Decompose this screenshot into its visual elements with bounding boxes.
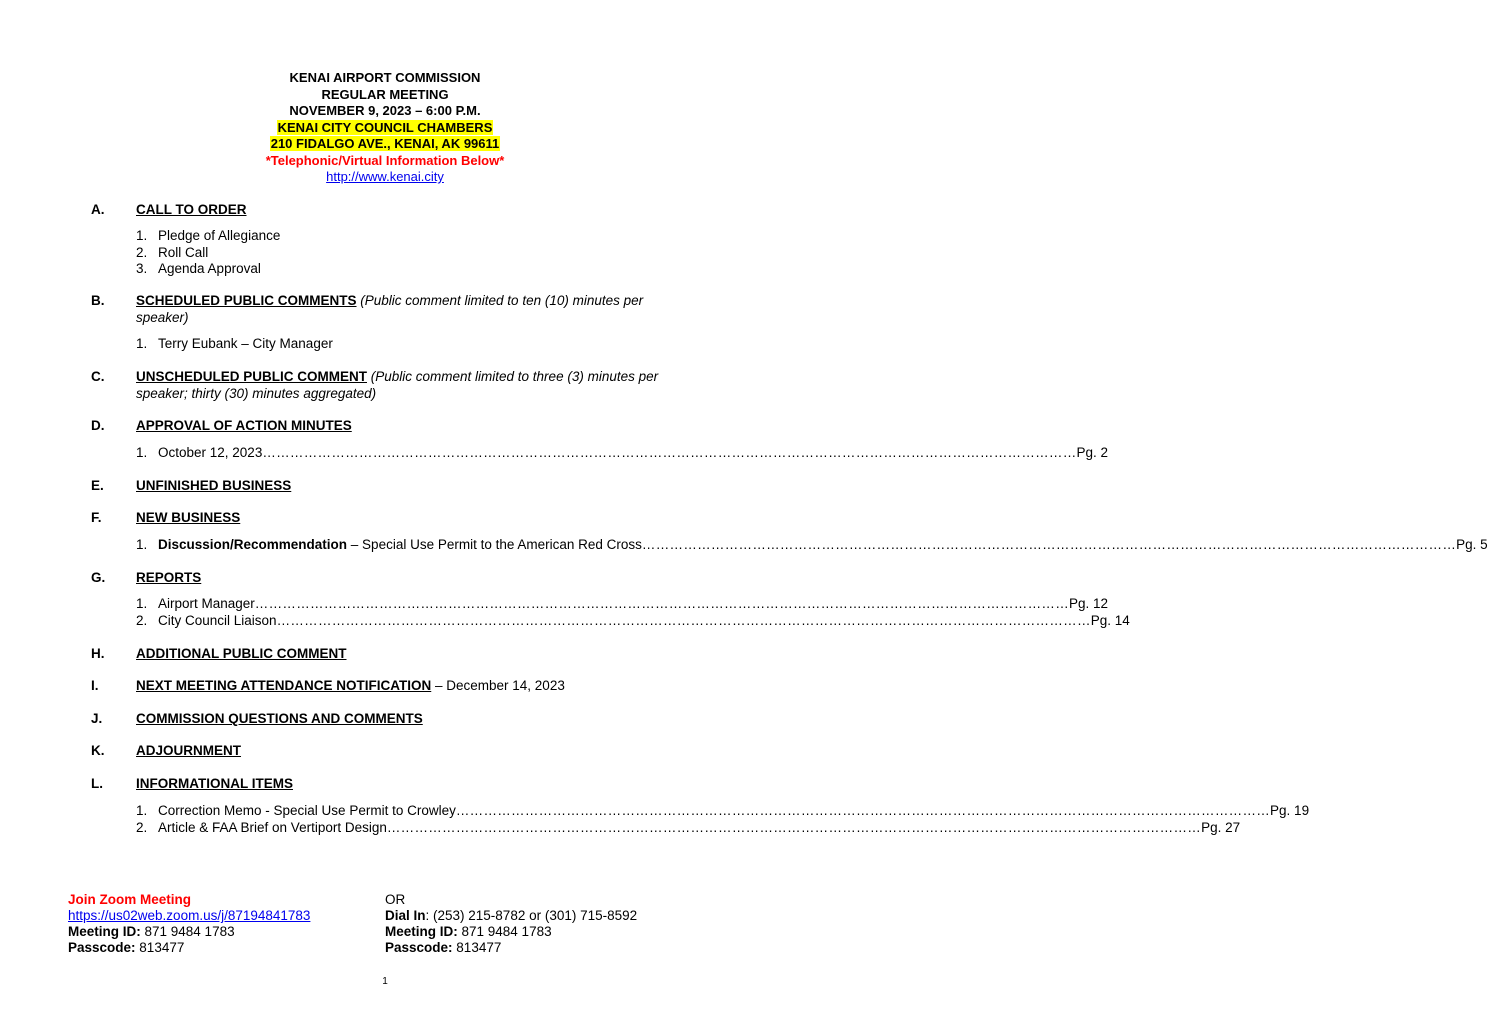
- section-title: ADDITIONAL PUBLIC COMMENT: [136, 646, 347, 661]
- meeting-date: NOVEMBER 9, 2023 – 6:00 P.M.: [289, 103, 481, 118]
- phone-meeting-id: 871 9484 1783: [457, 924, 552, 939]
- page-reference: Pg. 19: [1270, 803, 1310, 818]
- list-item: 1. Airport Manager …………………………………………………………………………………………………………………………………………………………… Pg. 12: [136, 596, 1109, 611]
- list-item: 1. Correction Memo - Special Use Permit to Crowley …………………………………………………………………………………………………………………………………………………………… Pg. 19: [136, 803, 1310, 818]
- page-reference: Pg. 14: [1090, 612, 1130, 628]
- section-title: ADJOURNMENT: [136, 743, 242, 758]
- section-letter: I.: [91, 678, 99, 693]
- list-item: 2. City Council Liaison …………………………………………………………………………………………………………………………………………………………… Pg. 14: [136, 612, 1130, 628]
- section-title: UNSCHEDULED PUBLIC COMMENT: [136, 369, 367, 384]
- commission-name: KENAI AIRPORT COMMISSION: [289, 70, 481, 85]
- page-reference: Pg. 2: [1076, 445, 1109, 460]
- section-letter: F.: [91, 510, 102, 525]
- list-item: 1. October 12, 2023 …………………………………………………………………………………………………………………………………………………………… Pg. 2: [136, 445, 1109, 460]
- section-letter: E.: [91, 478, 104, 493]
- section-title: COMMISSION QUESTIONS AND COMMENTS: [136, 711, 423, 726]
- section-note: (Public comment limited to three (3) minutes per speaker; thirty (30) minutes aggregated): [136, 369, 659, 401]
- section-letter: H.: [91, 646, 105, 661]
- section-letter: G.: [91, 570, 106, 585]
- list-item: 1. Discussion/Recommendation – Special Use Permit to the American Red Cross …………………………………………………………………………………………………………………………………………………………… Pg. 5: [136, 537, 1488, 552]
- list-item: 3. Agenda Approval: [136, 261, 261, 276]
- page-number: 1: [382, 976, 388, 987]
- list-item: 1. Pledge of Allegiance: [136, 228, 281, 243]
- zoom-info: Join Zoom Meeting https://us02web.zoom.us/j/87194841783 Meeting ID: 871 9484 1783 Passcode: 813477: [68, 892, 311, 955]
- section-title: APPROVAL OF ACTION MINUTES: [136, 418, 352, 433]
- section-letter: A.: [91, 202, 105, 217]
- agenda-header: [0, 70, 770, 186]
- zoom-meeting-id: 871 9484 1783: [140, 924, 235, 939]
- or-label: OR: [385, 892, 406, 907]
- zoom-passcode: 813477: [135, 940, 185, 955]
- zoom-link[interactable]: https://us02web.zoom.us/j/87194841783: [68, 908, 311, 923]
- section-title: SCHEDULED PUBLIC COMMENTS: [136, 293, 357, 308]
- kenai-website-link[interactable]: http://www.kenai.city: [326, 169, 444, 184]
- meeting-location: KENAI CITY COUNCIL CHAMBERS: [277, 119, 493, 135]
- list-item: 2. Article & FAA Brief on Vertiport Design …………………………………………………………………………………………………………………………………………………………… Pg. 27: [136, 819, 1241, 835]
- zoom-title: Join Zoom Meeting: [68, 892, 191, 907]
- section-title: REPORTS: [136, 570, 202, 585]
- list-item: 1. Terry Eubank – City Manager: [136, 336, 333, 351]
- meeting-type: REGULAR MEETING: [321, 86, 449, 102]
- section-title: NEXT MEETING ATTENDANCE NOTIFICATION: [136, 678, 432, 693]
- section-letter: K.: [91, 743, 105, 758]
- section-letter: L.: [91, 776, 103, 791]
- section-title: UNFINISHED BUSINESS: [136, 478, 292, 493]
- section-letter: B.: [91, 293, 105, 308]
- section-letter: C.: [91, 369, 105, 384]
- section-note: (Public comment limited to ten (10) minutes per speaker): [136, 293, 644, 325]
- next-meeting-date: – December 14, 2023: [431, 678, 565, 693]
- page-reference: Pg. 5: [1456, 537, 1488, 552]
- page-reference: Pg. 27: [1201, 819, 1241, 835]
- section-letter: J.: [91, 711, 103, 726]
- list-item: 2. Roll Call: [136, 244, 209, 260]
- dial-in-numbers: : (253) 215-8782 or (301) 715-8592: [425, 908, 638, 923]
- phone-info: OR Dial In: (253) 215-8782 or (301) 715-8592 Meeting ID: 871 9484 1783 Passcode: 813477: [385, 892, 638, 955]
- virtual-info-note: *Telephonic/Virtual Information Below*: [265, 152, 505, 168]
- page-reference: Pg. 12: [1069, 596, 1109, 611]
- phone-passcode: 813477: [452, 940, 502, 955]
- section-title: INFORMATIONAL ITEMS: [136, 776, 293, 791]
- meeting-address: 210 FIDALGO AVE., KENAI, AK 99611: [270, 136, 500, 151]
- section-title: NEW BUSINESS: [136, 510, 241, 525]
- section-title: CALL TO ORDER: [136, 202, 247, 217]
- section-letter: D.: [91, 418, 105, 433]
